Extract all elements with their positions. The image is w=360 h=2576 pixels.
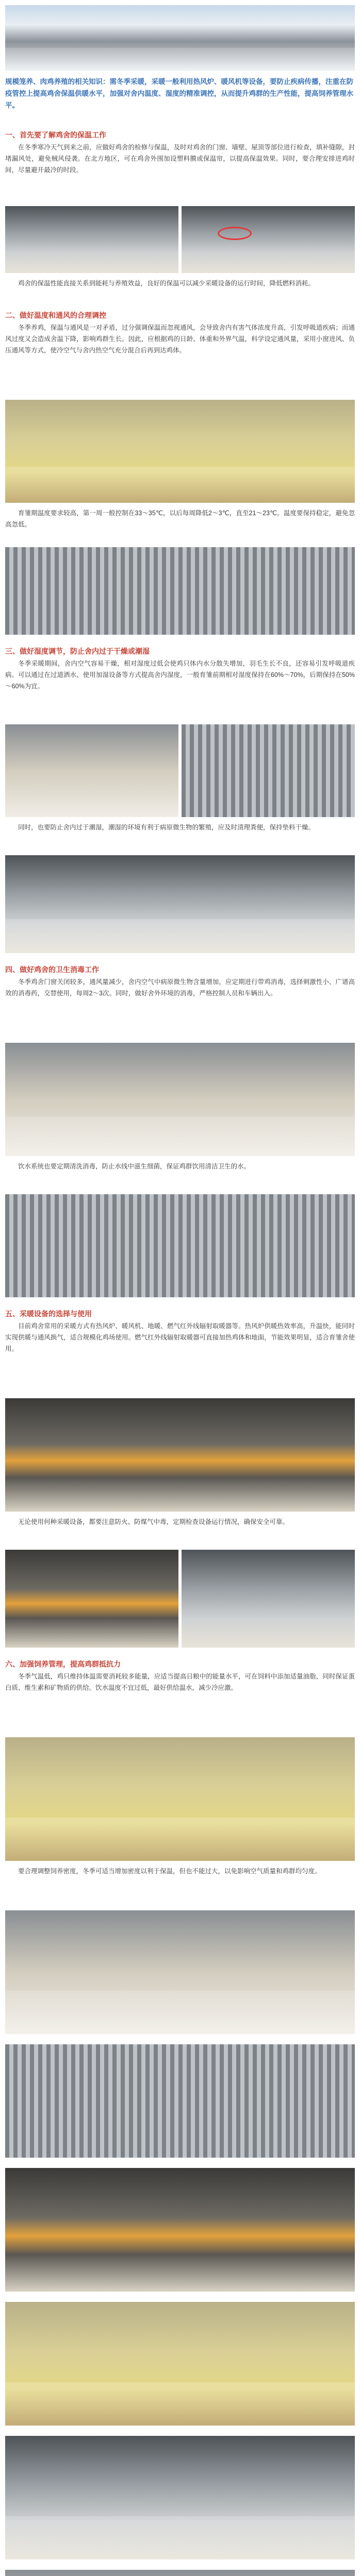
cage-photo [182, 724, 355, 817]
hen-photo [5, 2570, 355, 2576]
header-photo [5, 5, 355, 71]
section-title-6: 六、加强饲养管理，提高鸡群抵抗力 [5, 1660, 121, 1668]
cage-photo [5, 547, 355, 635]
barn-photo [5, 2436, 355, 2560]
broiler-photo [5, 1737, 355, 1861]
section-5-photos [5, 1550, 355, 1648]
section-3-photos [5, 724, 355, 817]
flock-photo [5, 1910, 355, 2034]
section-5-para-2: 无论使用何种采暖设备，都要注意防火、防煤气中毒，定期检查设备运行情况，确保安全可靠。 [18, 1518, 289, 1526]
section-title-2: 二、做好温度和通风的合理调控 [5, 311, 106, 319]
section-6-para-1: 冬季气温低，鸡只维持体温需要消耗较多能量，应适当提高日粮中的能量水平，可在饲料中添加适量油脂，同时保证蛋白质、维生素和矿物质的供给。饮水温度不宜过低，最好供给温水，减少冷应激。 [5, 1673, 355, 1691]
barn-interior-photo [5, 855, 355, 953]
section-title-1: 一、首先要了解鸡舍的保温工作 [5, 131, 106, 139]
heater-photo [5, 1550, 178, 1648]
section-4-para-2: 饮水系统也要定期清洗消毒，防止水线中滋生细菌，保证鸡群饮用清洁卫生的水。 [18, 1163, 251, 1170]
section-3-para-2: 同时，也要防止舍内过于潮湿，潮湿的环境有利于病原微生物的繁殖，应及时清理粪便，保持垫料干燥。 [18, 824, 315, 831]
chick-photo [5, 400, 355, 503]
lead-text: 规模笼养、肉鸡养殖的相关知识：需冬季采暖，采暖一般利用热风炉、暖风机等设备，要防止疾病传播，注重在防疫管控上提高鸡舍保温供暖水平，加强对舍内温度、湿度的精准调控，从而提升鸡群的生产性能，提高饲养管理水平。 [5, 78, 353, 109]
section-title-4: 四、做好鸡舍的卫生消毒工作 [5, 965, 99, 974]
barn-photo [182, 1550, 355, 1648]
hen-photo [5, 724, 178, 817]
heater-photo [5, 1398, 355, 1512]
section-2-para-1: 冬季养鸡，保温与通风是一对矛盾，过分强调保温而忽视通风，会导致舍内有害气体浓度升高，引发呼吸道疾病；而通风过度又会造成舍温下降，影响鸡群生长。因此，应根据鸡的日龄、体重和外界气温，科学设定通风量，采用小窗进风、负压通风等方式，使冷空气与舍内热空气充分混合后再到达鸡体。 [5, 324, 355, 354]
barn-photo [5, 206, 178, 273]
barn-photo [182, 206, 355, 273]
hen-cage-photo [5, 1043, 355, 1156]
section-2-para-2: 育雏期温度要求较高，第一周一般控制在33～35℃，以后每周降低2～3℃，直至21～23℃。温度要保持稳定，避免忽高忽低。 [5, 510, 355, 528]
cage-row-photo [5, 1194, 355, 1297]
section-1-para-2: 鸡舍的保温性能直接关系到能耗与养殖效益，良好的保温可以减少采暖设备的运行时间，降低燃料消耗。 [18, 280, 315, 287]
section-6-para-2: 要合理调整饲养密度，冬季可适当增加密度以利于保温，但也不能过大，以免影响空气质量和鸡群均匀度。 [18, 1868, 321, 1875]
section-1-photos [5, 206, 355, 273]
cage-system-photo [5, 2044, 355, 2158]
section-3-para-1: 冬季采暖期间，舍内空气容易干燥，相对湿度过低会使鸡只体内水分散失增加，羽毛生长不良，还容易引发呼吸道疾病。可以通过在过道洒水、使用加湿设备等方式提高舍内湿度，一般育雏前期相对湿度保持在60%～70%，后期保持在50%～60%为宜。 [5, 660, 355, 690]
chick-brooding-photo [5, 2302, 355, 2426]
section-title-5: 五、采暖设备的选择与使用 [5, 1310, 92, 1318]
section-5-para-1: 目前鸡舍常用的采暖方式有热风炉、暖风机、地暖、燃气红外线辐射取暖器等。热风炉供暖热效率高，升温快，能同时实现供暖与通风换气，适合规模化鸡场使用。燃气红外线辐射取暖器可直接加热鸡体和地面，节能效果明显，适合育雏舍使用。 [5, 1323, 355, 1352]
section-title-3: 三、做好湿度调节，防止舍内过于干燥或潮湿 [5, 647, 150, 655]
section-1-para-1: 在冬季寒冷天气到来之前，应做好鸡舍的检修与保温，及时对鸡舍的门窗、墙壁、屋顶等部位进行检查，填补缝隙，封堵漏风处，避免贼风侵袭。在北方地区，可在鸡舍外围加设塑料膜或保温帘，以提高保温效果。同时，要合理安排进鸡时间，尽量避开最冷的时段。 [5, 144, 355, 174]
section-4-para-1: 冬季鸡舍门窗关闭较多，通风量减少，舍内空气中病原微生物含量增加，应定期进行带鸡消毒，选择刺激性小、广谱高效的消毒药，交替使用，每周2～3次。同时，做好舍外环境的消毒，严格控制人员和车辆出入。 [5, 978, 355, 997]
heating-equipment-photo [5, 2168, 355, 2292]
